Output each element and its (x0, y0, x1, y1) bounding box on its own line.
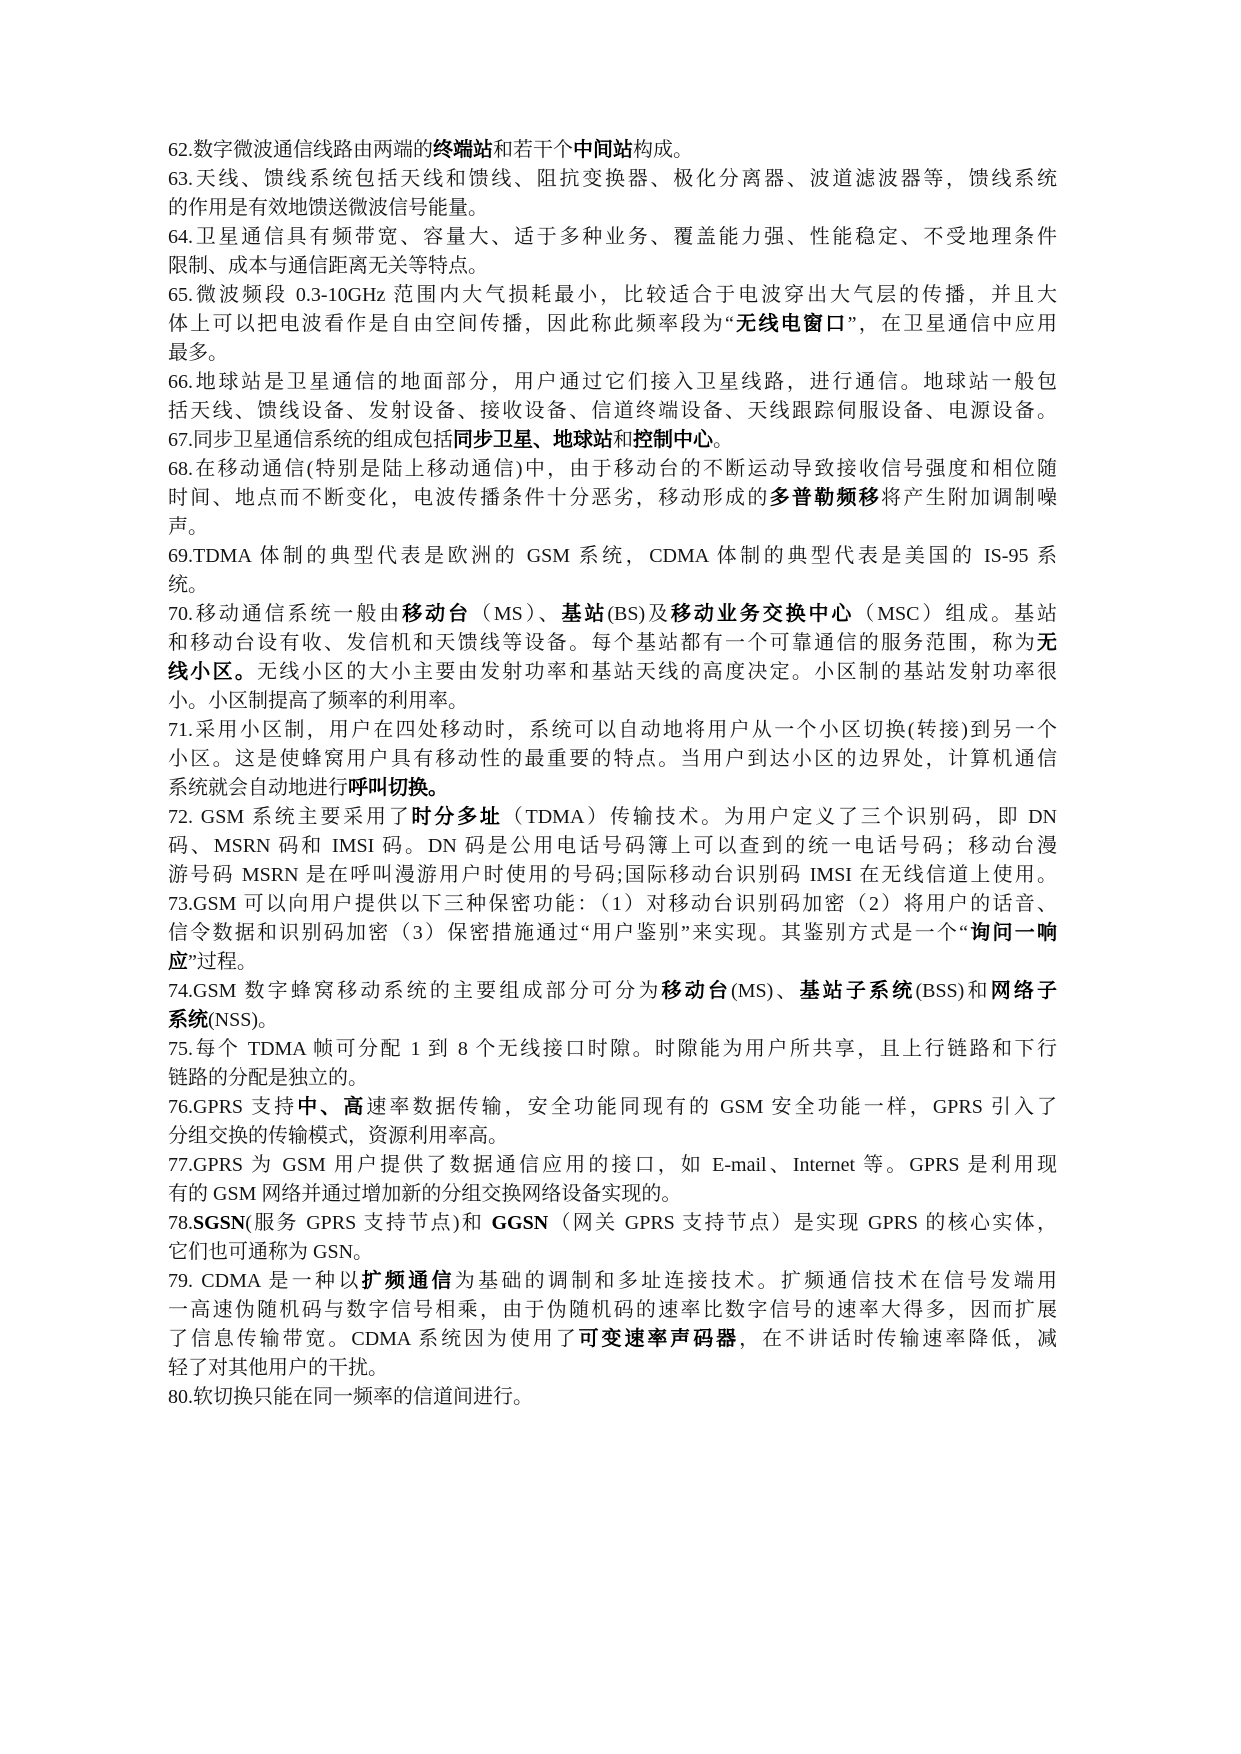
text-line (168, 484, 1057, 513)
bold-text: 移动台 (402, 603, 471, 625)
text: 69.TDMA 体制的典型代表是欧洲的 GSM 系统，CDMA 体制的典型代表是美国的 IS-95 系 (168, 545, 1057, 567)
document-body (168, 136, 1057, 1412)
text: 了信息传输带宽。CDMA 系统因为使用了 (168, 1328, 579, 1350)
paragraph (168, 165, 1057, 223)
text: 速率数据传输，安全功能同现有的 GSM 安全功能一样，GPRS 引入了 (366, 1096, 1057, 1118)
text-line (168, 1354, 1057, 1383)
bold-text: 移动台 (661, 980, 732, 1002)
text-line (168, 1064, 1057, 1093)
bold-text: 线小区。 (168, 661, 258, 683)
paragraph (168, 542, 1057, 600)
text: 码、MSRN 码和 IMSI 码。DN 码是公用电话号码簿上可以查到的统一电话号码；移动台漫 (168, 835, 1057, 857)
text: 最多。 (168, 342, 228, 364)
text: 80.软切换只能在同一频率的信道间进行。 (168, 1386, 533, 1408)
text-line (168, 368, 1057, 397)
text: 一高速伪随机码与数字信号相乘，由于伪随机码的速率比数字信号的速率大得多，因而扩展 (168, 1299, 1057, 1321)
text-line (168, 977, 1057, 1006)
text: 游号码 MSRN 是在呼叫漫游用户时使用的号码;国际移动台识别码 IMSI 在无线信道上使用。 (168, 864, 1057, 886)
text: (NSS)。 (208, 1009, 279, 1031)
bold-text: 应 (168, 951, 188, 973)
text: 括天线、馈线设备、发射设备、接收设备、信道终端设备、天线跟踪伺服设备、电源设备。 (168, 400, 1057, 422)
text: 74.GSM 数字蜂窝移动系统的主要组成部分可分为 (168, 980, 662, 1002)
paragraph (168, 368, 1057, 426)
paragraph (168, 1267, 1057, 1383)
text: ”，在卫星通信中应用 (847, 313, 1057, 335)
text-line (168, 600, 1057, 629)
text-line (168, 426, 1057, 455)
text: 77.GPRS 为 GSM 用户提供了数据通信应用的接口，如 E-mail、Internet 等。GPRS 是利用现 (168, 1154, 1057, 1176)
text-line (168, 542, 1057, 571)
text: （TDMA）传输技术。为用户定义了三个识别码，即 DN (502, 806, 1057, 828)
bold-text: 移动业务交换中心 (671, 603, 855, 625)
text-line (168, 1296, 1057, 1325)
text-line (168, 571, 1057, 600)
text: 无线小区的大小主要由发射功率和基站天线的高度决定。小区制的基站发射功率很 (257, 661, 1057, 683)
bold-text: 基站 (561, 603, 608, 625)
text: （网关 GPRS 支持节点）是实现 GPRS 的核心实体， (548, 1212, 1057, 1234)
text: 系统就会自动地进行 (168, 777, 348, 799)
text-line (168, 1267, 1057, 1296)
text-line (168, 136, 1057, 165)
text-line (168, 1035, 1057, 1064)
text-line (168, 513, 1057, 542)
text: 76.GPRS 支持 (168, 1096, 298, 1118)
text-line (168, 223, 1057, 252)
text-line (168, 745, 1057, 774)
text-line (168, 1151, 1057, 1180)
text: 的作用是有效地馈送微波信号能量。 (168, 197, 488, 219)
text-line (168, 165, 1057, 194)
text: 70.移动通信系统一般由 (168, 603, 403, 625)
text-line (168, 716, 1057, 745)
text: 62.数字微波通信线路由两端的 (168, 139, 433, 161)
text: 它们也可通称为 GSN。 (168, 1241, 374, 1263)
text-line (168, 252, 1057, 281)
paragraph (168, 1209, 1057, 1267)
text-line (168, 339, 1057, 368)
text: 限制、成本与通信距离无关等特点。 (168, 255, 488, 277)
text: 66.地球站是卫星通信的地面部分，用户通过它们接入卫星线路，进行通信。地球站一般包 (168, 371, 1057, 393)
paragraph (168, 1151, 1057, 1209)
paragraph (168, 223, 1057, 281)
text: 将产生附加调制噪 (881, 487, 1057, 509)
text-line (168, 629, 1057, 658)
text-line (168, 1122, 1057, 1151)
text: 声。 (168, 516, 208, 538)
text-line (168, 948, 1057, 977)
text-line (168, 658, 1057, 687)
text-line (168, 281, 1057, 310)
text-line (168, 1180, 1057, 1209)
text: 75.每个 TDMA 帧可分配 1 到 8 个无线接口时隙。时隙能为用户所共享，且上行链路和下行 (168, 1038, 1057, 1060)
text-line (168, 1238, 1057, 1267)
text: 。 (713, 429, 733, 451)
text-line (168, 890, 1057, 919)
text-line (168, 687, 1057, 716)
bold-text: 中间站 (573, 139, 633, 161)
text-line (168, 310, 1057, 339)
bold-text: 多普勒频移 (769, 487, 882, 509)
text: 为基础的调制和多址连接技术。扩频通信技术在信号发端用 (454, 1270, 1057, 1292)
text: 体上可以把电波看作是自由空间传播，因此称此频率段为“ (168, 313, 734, 335)
text-line (168, 194, 1057, 223)
text: 63.天线、馈线系统包括天线和馈线、阻抗变换器、极化分离器、波道滤波器等，馈线系统 (168, 168, 1057, 190)
paragraph (168, 1093, 1057, 1151)
bold-text: 可变速率声码器 (578, 1328, 740, 1350)
text: （MS）、 (470, 603, 562, 625)
bold-text: 扩频通信 (361, 1270, 455, 1292)
text: 分组交换的传输模式，资源利用率高。 (168, 1125, 508, 1147)
text: 小区。这是使蜂窝用户具有移动性的最重要的特点。当用户到达小区的边界处，计算机通信 (168, 748, 1057, 770)
text: ，在不讲话时传输速率降低，减 (739, 1328, 1057, 1350)
text: 71.采用小区制，用户在四处移动时，系统可以自动地将用户从一个小区切换(转接)到另一个 (168, 719, 1057, 741)
text: 78. (168, 1212, 193, 1234)
text-line (168, 1383, 1057, 1412)
paragraph (168, 600, 1057, 716)
text-line (168, 774, 1057, 803)
text: 64.卫星通信具有频带宽、容量大、适于多种业务、覆盖能力强、性能稳定、不受地理条件 (168, 226, 1057, 248)
text: 有的 GSM 网络并通过增加新的分组交换网络设备实现的。 (168, 1183, 682, 1205)
text: (BSS)和 (915, 980, 991, 1002)
bold-text: 无 (1037, 632, 1057, 654)
paragraph (168, 977, 1057, 1035)
paragraph (168, 136, 1057, 165)
text-line (168, 803, 1057, 832)
paragraph (168, 455, 1057, 542)
text-line (168, 397, 1057, 426)
bold-text: GGSN (491, 1212, 549, 1234)
text: 79. CDMA 是一种以 (168, 1270, 362, 1292)
text-line (168, 861, 1057, 890)
paragraph (168, 1383, 1057, 1412)
text: 链路的分配是独立的。 (168, 1067, 368, 1089)
text: 时间、地点而不断变化，电波传播条件十分恶劣，移动形成的 (168, 487, 770, 509)
text: 和 (613, 429, 633, 451)
text: ”过程。 (188, 951, 257, 973)
text: 72. GSM 系统主要采用了 (168, 806, 412, 828)
text: 轻了对其他用户的干扰。 (168, 1357, 388, 1379)
bold-text: 无线电窗口 (733, 313, 848, 335)
paragraph (168, 803, 1057, 890)
bold-text: SGSN (193, 1212, 246, 1234)
text-line (168, 1209, 1057, 1238)
text-line (168, 919, 1057, 948)
paragraph (168, 890, 1057, 977)
bold-text: 时分多址 (411, 806, 503, 828)
bold-text: 呼叫切换。 (348, 777, 448, 799)
text-line (168, 455, 1057, 484)
text: 小。小区制提高了频率的利用率。 (168, 690, 468, 712)
bold-text: 同步卫星、地球站 (453, 429, 613, 451)
paragraph (168, 281, 1057, 368)
text: 67.同步卫星通信系统的组成包括 (168, 429, 453, 451)
text-line (168, 832, 1057, 861)
bold-text: 系统 (168, 1009, 208, 1031)
text: 68.在移动通信(特别是陆上移动通信)中，由于移动台的不断运动导致接收信号强度和相位随 (168, 458, 1057, 480)
text-line (168, 1325, 1057, 1354)
text: (MS)、 (731, 980, 800, 1002)
text: （MSC）组成。基站 (854, 603, 1057, 625)
paragraph (168, 1035, 1057, 1093)
paragraph (168, 716, 1057, 803)
paragraph (168, 426, 1057, 455)
bold-text: 终端站 (433, 139, 493, 161)
bold-text: 中、高 (297, 1096, 367, 1118)
text: (BS)及 (607, 603, 671, 625)
text-line (168, 1093, 1057, 1122)
text: 73.GSM 可以向用户提供以下三种保密功能：（1）对移动台识别码加密（2）将用户的话音、 (168, 893, 1057, 915)
text: 信令数据和识别码加密（3）保密措施通过“用户鉴别”来实现。其鉴别方式是一个“ (168, 922, 968, 944)
bold-text: 询问一响 (967, 922, 1057, 944)
text: (服务 GPRS 支持节点)和 (245, 1212, 492, 1234)
text: 统。 (168, 574, 208, 596)
text: 构成。 (633, 139, 693, 161)
text: 和移动台设有收、发信机和天馈线等设备。每个基站都有一个可靠通信的服务范围，称为 (168, 632, 1037, 654)
text: 和若干个 (493, 139, 573, 161)
text: 65.微波频段 0.3-10GHz 范围内大气损耗最小，比较适合于电波穿出大气层的传播，并且大 (168, 284, 1057, 306)
bold-text: 基站子系统 (799, 980, 916, 1002)
bold-text: 控制中心 (633, 429, 713, 451)
text-line (168, 1006, 1057, 1035)
bold-text: 网络子 (990, 980, 1057, 1002)
